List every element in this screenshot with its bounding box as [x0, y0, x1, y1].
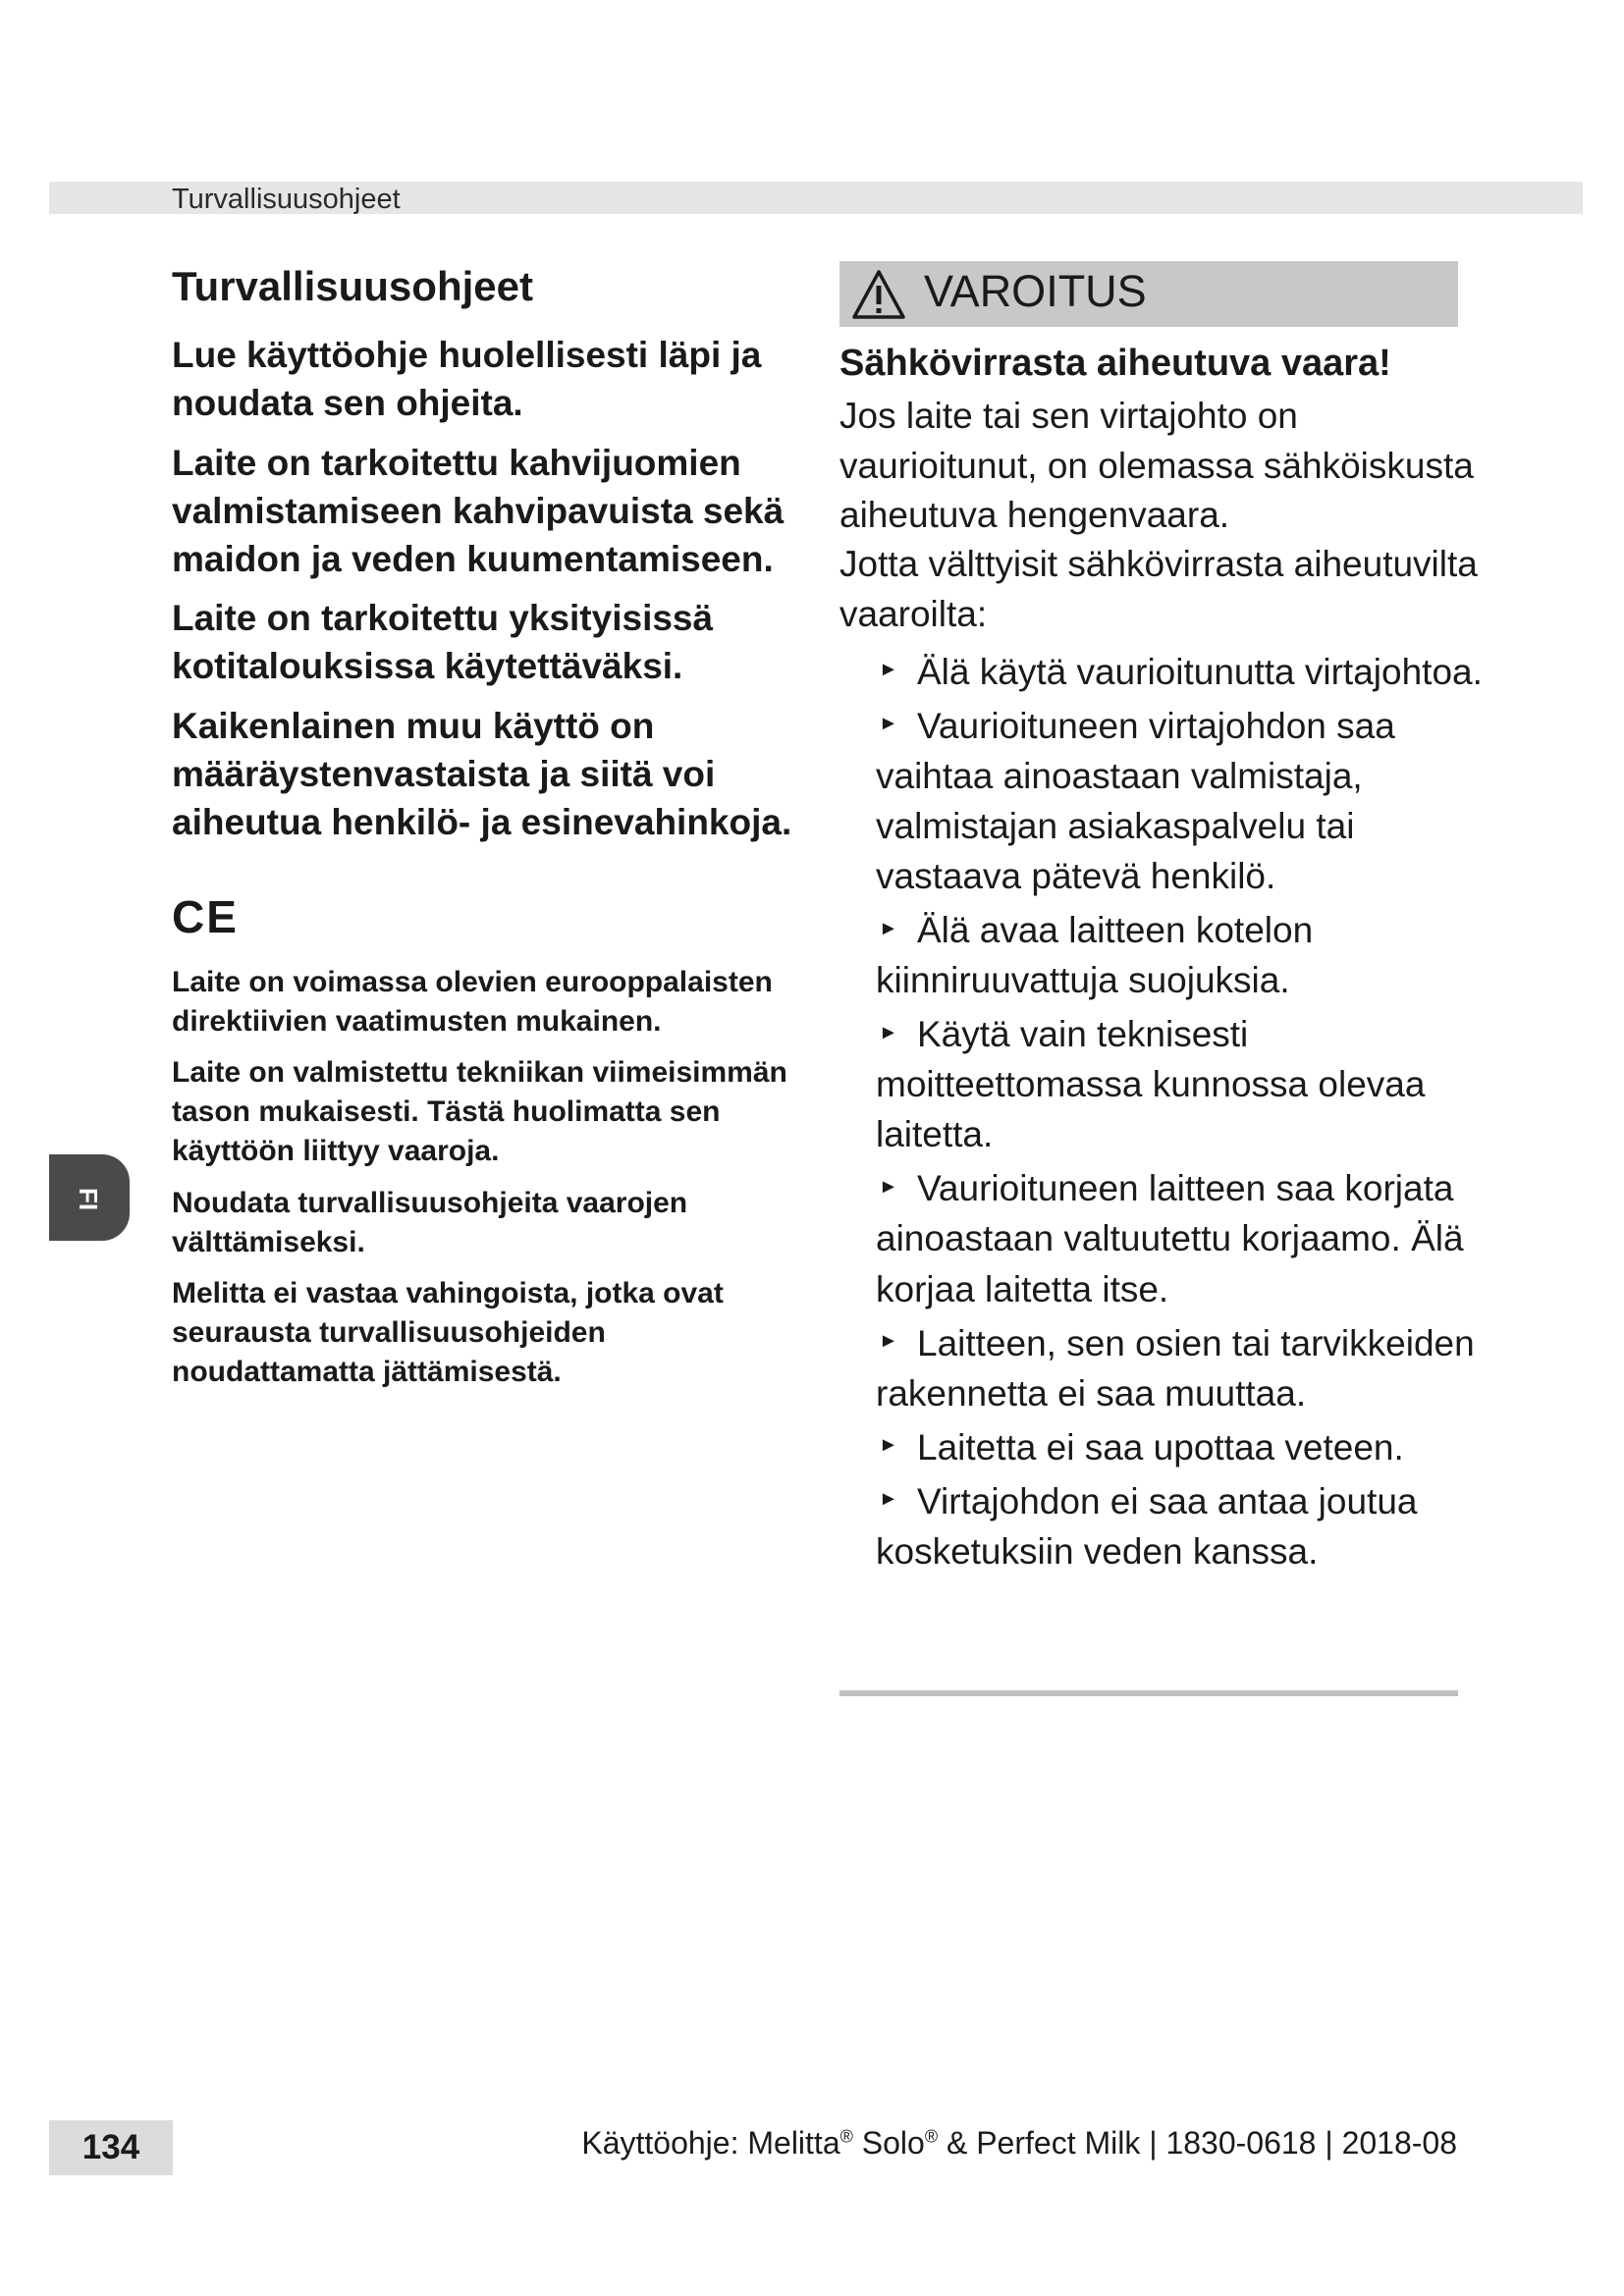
- list-item: [876, 1163, 1488, 1313]
- list-item: [876, 1422, 1488, 1472]
- note-paragraph: Noudata turvallisuusohjeita vaarojen välttämiseksi.: [172, 1186, 688, 1258]
- bullet-arrow-icon: ►: [879, 1434, 898, 1457]
- list-item: [876, 701, 1488, 901]
- warning-triangle-icon: [851, 269, 906, 320]
- warning-intro: Jos laite tai sen virtajohto on vaurioitunut, on olemassa sähköiskusta aiheutuva hengenvaara.: [839, 396, 1474, 536]
- note-paragraph: Laite on voimassa olevien eurooppalaisten direktiivien vaatimusten mukainen.: [172, 965, 773, 1038]
- lead-paragraph: Kaikenlainen muu käyttö on määräystenvastaista ja siitä voi aiheutua henkilö- ja esinevahinkoja.: [172, 706, 792, 842]
- list-item: [876, 647, 1488, 697]
- list-item-text: Virtajohdon ei saa antaa joutua kosketuksiin veden kanssa.: [876, 1480, 1418, 1572]
- bullet-arrow-icon: ►: [879, 713, 898, 735]
- language-tab-label: FI: [74, 1187, 104, 1211]
- warning-body: [839, 340, 1488, 1580]
- left-column: [172, 263, 800, 1404]
- list-item-text: Vaurioituneen laitteen saa korjata ainoastaan valtuutettu korjaamo. Älä korjaa laitetta itse.: [876, 1168, 1464, 1309]
- warning-header: [839, 261, 1458, 327]
- bullet-arrow-icon: ►: [879, 917, 898, 939]
- note-paragraph: Laite on valmistettu tekniikan viimeisimmän tason mukaisesti. Tästä huolimatta sen käyttöön liittyy vaaroja.: [172, 1055, 787, 1168]
- lead-paragraph: Laite on tarkoitettu kahvijuomien valmistamiseen kahvipavuista sekä maidon ja veden kuumentamiseen.: [172, 442, 785, 579]
- list-item-text: Vaurioituneen virtajohdon saa vaihtaa ainoastaan valmistaja, valmistajan asiakaspalvelu tai vastaava pätevä henkilö.: [876, 706, 1395, 897]
- page-title: Turvallisuusohjeet: [172, 263, 533, 309]
- bullet-arrow-icon: ►: [879, 1021, 898, 1043]
- warning-bottom-rule: [839, 1690, 1458, 1696]
- bullet-arrow-icon: ►: [879, 659, 898, 681]
- list-item-text: Laitteen, sen osien tai tarvikkeiden rakennetta ei saa muuttaa.: [876, 1322, 1475, 1414]
- list-item-text: Laitetta ei saa upottaa veteen.: [917, 1426, 1404, 1468]
- note-paragraph: Melitta ei vastaa vahingoista, jotka ovat seurausta turvallisuusohjeiden noudattamatta jättämisestä.: [172, 1276, 724, 1389]
- list-item-text: Älä avaa laitteen kotelon kiinniruuvattuja suojuksia.: [876, 910, 1314, 1001]
- footer-product-rest: & Perfect Milk | 1830-0618 | 2018-08: [938, 2125, 1457, 2161]
- bullet-arrow-icon: ►: [879, 1329, 898, 1352]
- warning-title: VAROITUS: [924, 266, 1147, 316]
- warning-bullet-list: [876, 647, 1488, 1576]
- list-item: [876, 1476, 1488, 1576]
- hazard-heading: Sähkövirrasta aiheutuva vaara!: [839, 343, 1391, 384]
- warning-avoid: Jotta välttyisit sähkövirrasta aiheutuvilta vaaroilta:: [839, 544, 1478, 634]
- list-item: [876, 1009, 1488, 1159]
- ce-mark-logo: CE: [172, 890, 239, 942]
- section-header-title: Turvallisuusohjeet: [172, 184, 401, 215]
- page-number-box: [49, 2120, 173, 2175]
- footer-doc-prefix: Käyttöohje: Melitta: [581, 2125, 840, 2161]
- list-item: [876, 1318, 1488, 1418]
- bullet-arrow-icon: ►: [879, 1175, 898, 1198]
- footer-product-solo: Solo: [852, 2125, 925, 2161]
- registered-mark: ®: [924, 2126, 939, 2147]
- lead-paragraph: Lue käyttöohje huolellisesti läpi ja noudata sen ohjeita.: [172, 335, 762, 424]
- bullet-arrow-icon: ►: [879, 1488, 898, 1511]
- language-tab: [49, 1154, 130, 1241]
- footer-doc-info: [581, 2125, 1457, 2162]
- registered-mark: ®: [839, 2126, 853, 2147]
- lead-paragraph: Laite on tarkoitettu yksityisissä kotitalouksissa käytettäväksi.: [172, 598, 714, 687]
- list-item-text: Älä käytä vaurioitunutta virtajohtoa.: [917, 651, 1483, 692]
- list-item-text: Käytä vain teknisesti moitteettomassa kunnossa olevaa laitetta.: [876, 1014, 1426, 1155]
- section-header-bar: [49, 182, 1583, 214]
- list-item: [876, 905, 1488, 1005]
- page-number: 134: [81, 2128, 140, 2166]
